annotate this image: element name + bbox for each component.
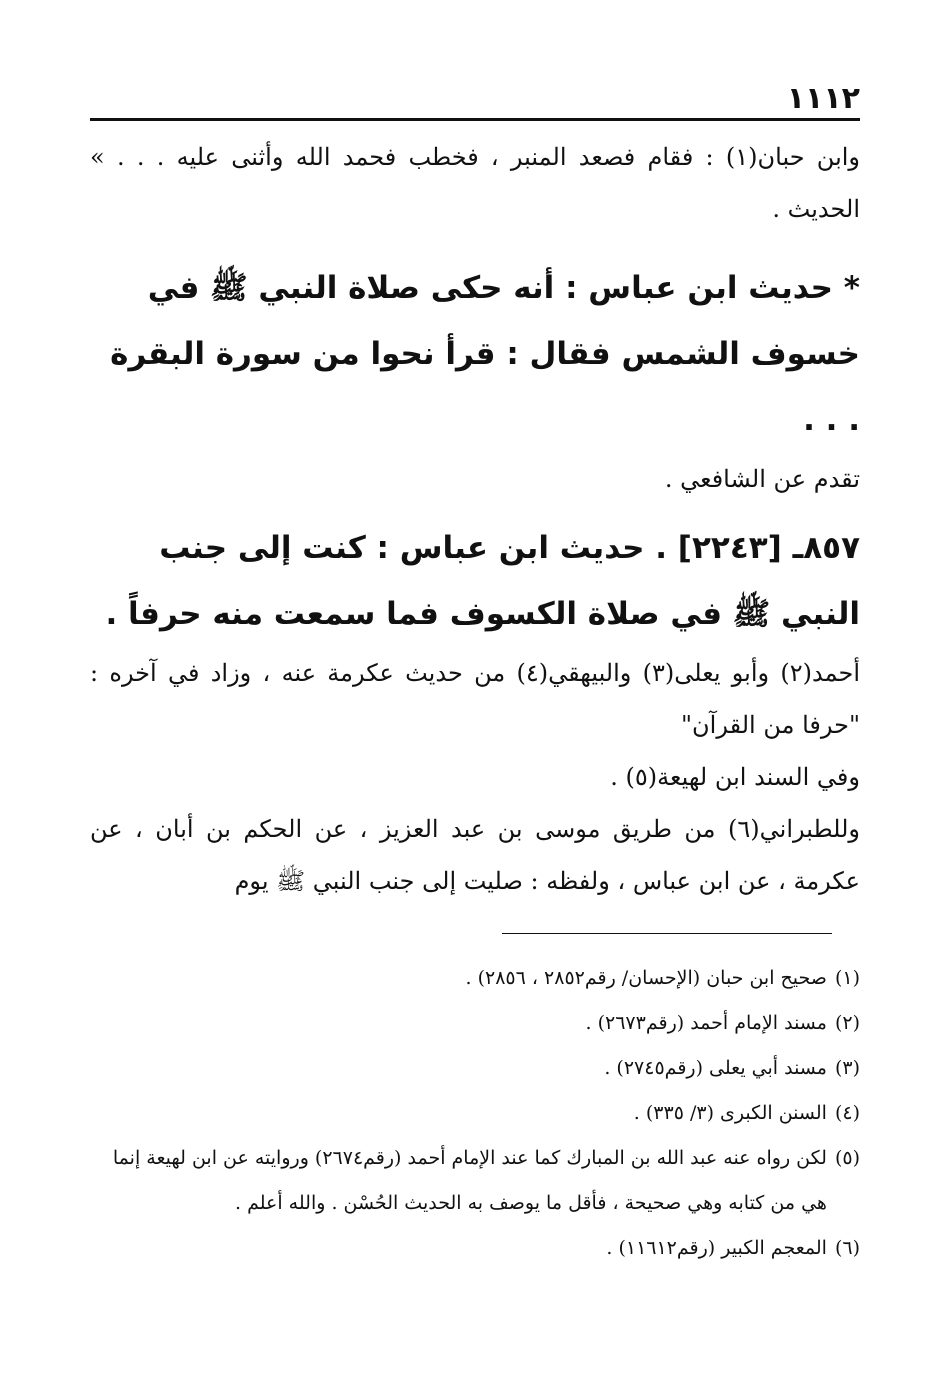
footnote-item [90,1226,860,1271]
footnote-number: (٣) [834,1057,860,1079]
paragraph-ibn-lahia: وفي السند ابن لهيعة(٥) . [610,763,860,791]
footnote-text: مسند الإمام أحمد (رقم٢٦٧٣) . [585,1012,827,1034]
footnotes-list [90,956,860,1271]
footnote-item [90,1001,860,1046]
footnote-number: (٥) [834,1147,860,1169]
footnote-item [90,956,860,1001]
hadith-heading-solar-eclipse: * حديث ابن عباس : أنه حكى صلاة النبي ﷺ في خسوف الشمس فقال : قرأ نحوا من سورة البقرة . . . [110,270,860,438]
paragraph-tabarani: وللطبراني(٦) من طريق موسى بن عبد العزيز ، عن الحكم بن أبان ، عن عكرمة ، عن ابن عباس ، ولفظه : صليت إلى جنب النبي ﷺ يوم [90,815,860,895]
footnote-number: (٤) [834,1102,860,1124]
footnote-text: لكن رواه عنه عبد الله بن المبارك كما عند الإمام أحمد (رقم٢٦٧٤) وروايته عن ابن لهيعة إنما هي من كتابه وهي صحيحة ، فأقل ما يوصف به الحديث الحُسْن . والله أعلم . [112,1147,827,1214]
footnote-text: صحيح ابن حبان (الإحسان/ رقم٢٨٥٢ ، ٢٨٥٦) . [465,967,827,989]
footnote-separator [502,933,832,934]
paragraph-ibn-hibban: وابن حبان(١) : فقام فصعد المنبر ، فخطب فحمد الله وأثنى عليه . . . » الحديث . [90,143,861,223]
page-number: ١١١٢ [786,81,860,116]
hadith-heading-857: ٨٥٧ـ [٢٢٤٣] . حديث ابن عباس : كنت إلى جنب النبي ﷺ في صلاة الكسوف فما سمعت منه حرفاً . [105,530,860,632]
paragraph-ahmad-abu-yala: أحمد(٢) وأبو يعلى(٣) والبيهقي(٤) من حديث عكرمة عنه ، وزاد في آخره : "حرفا من القرآن" [90,659,860,739]
paragraph-shafii: تقدم عن الشافعي . [664,465,860,493]
footnote-text: مسند أبي يعلى (رقم٢٧٤٥) . [604,1057,827,1079]
footnote-number: (٦) [834,1237,860,1259]
page-header [90,70,860,121]
footnote-item [90,1136,860,1226]
footnote-number: (٢) [834,1012,860,1034]
footnote-item [90,1091,860,1136]
footnote-text: المعجم الكبير (رقم١١٦١٢) . [606,1237,827,1259]
footnote-text: السنن الكبرى (٣/ ٣٣٥) . [633,1102,827,1124]
book-page [90,70,860,1271]
footnote-number: (١) [834,967,860,989]
footnote-item [90,1046,860,1091]
